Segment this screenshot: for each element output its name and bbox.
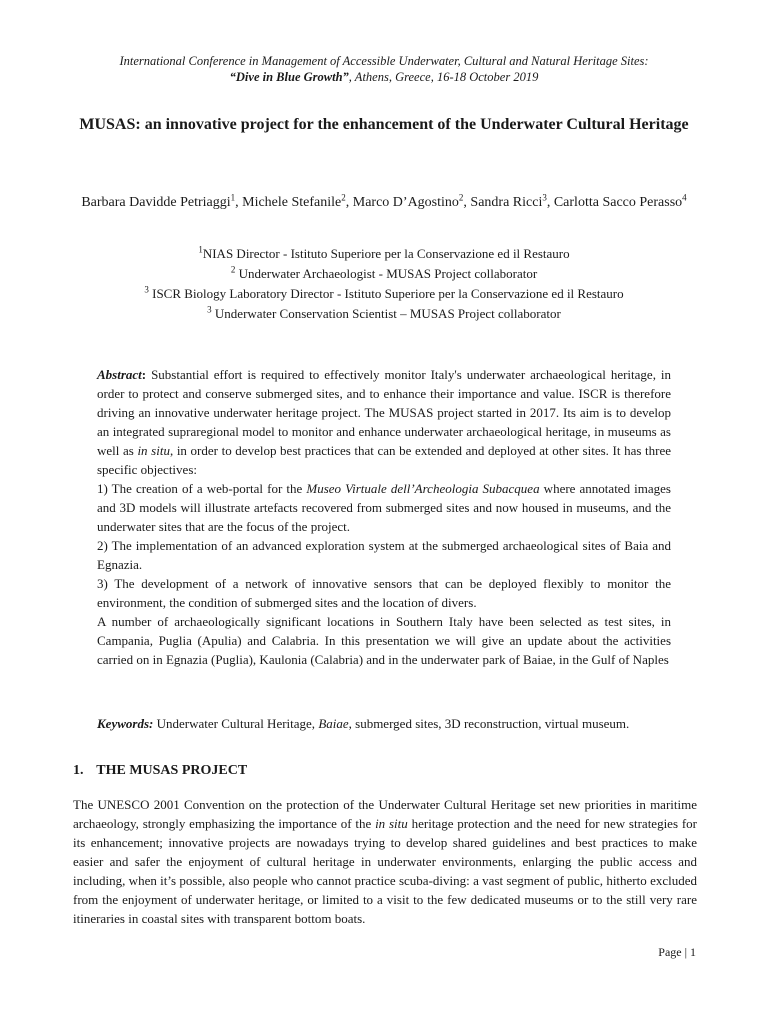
- affiliation-list: [60, 244, 708, 324]
- section-title: THE MUSAS PROJECT: [96, 763, 248, 778]
- conference-line-1: International Conference in Management of Accessible Underwater, Cultural and Natural Heritage Sites:: [119, 54, 649, 68]
- paper-title: MUSAS: an innovative project for the enhancement of the Underwater Cultural Heritage: [79, 116, 689, 133]
- section-number: 1.: [73, 763, 84, 778]
- conference-event-name: “Dive in Blue Growth”: [229, 70, 349, 84]
- author-affiliation-mark: 2: [458, 192, 464, 203]
- author-list: Barbara Davidde Petriaggi$^1$, Michele Stefanile$^2$, Marco D’Agostino$^2$, Sandra Ricci$^3$, Carlotta Sacco Perasso$^4$: [81, 192, 687, 210]
- affiliation-item: $^3$ ISCR Biology Laboratory Director - Istituto Superiore per la Conservazione ed il Restauro: [144, 284, 624, 301]
- conference-line-2: [60, 69, 708, 85]
- page-footer: Page | 1: [658, 945, 696, 959]
- conference-header: [60, 53, 708, 85]
- abstract-objective-2: 2) The implementation of an advanced exploration system at the submerged archaeological sites of Baia and Egnazia.: [97, 538, 671, 572]
- affiliation-item: $^3$ Underwater Conservation Scientist – MUSAS Project collaborator: [207, 304, 561, 321]
- affiliation-item: $^1$NIAS Director - Istituto Superiore per la Conservazione ed il Restauro: [198, 244, 570, 261]
- author-affiliation-mark: 4: [682, 192, 687, 203]
- section-heading: [73, 762, 247, 780]
- author-affiliation-mark: 2: [341, 192, 346, 203]
- section-body-paragraph: The UNESCO 2001 Convention on the protection of the Underwater Cultural Heritage set new priorities in maritime archaeology, strongly emphasizing the importance of the in situ heritage protection and the need for new strategies for its enhancement; innovative projects are nowadays trying to develop shared guidelines and best practices to make easier and safer the enjoyment of cultural heritage in underwater environments, enlarging the public access and including, when it’s possible, also people who cannot practice scuba-diving: a vast segment of public, hitherto excluded from the enjoyment of underwater heritage, or limited to a visit to the few dedicated museums or to the still very rare itineraries in coastal sites with transparent bottom boats.: [73, 797, 697, 926]
- author-name: Sandra Ricci: [470, 195, 543, 210]
- author-name: Carlotta Sacco Perasso: [553, 195, 683, 210]
- abstract: [97, 365, 671, 669]
- keywords: Keywords: Underwater Cultural Heritage, Baiae, submerged sites, 3D reconstruction, virtual museum.: [97, 716, 630, 731]
- page-number: 1: [690, 945, 696, 959]
- abstract-closing: A number of archaeologically significant locations in Southern Italy have been selected as test sites, in Campania, Puglia (Apulia) and Calabria. In this presentation we will give an update about the activities carried on in Egnazia (Puglia), Kaulonia (Calabria) and in the underwater park of Baiae, in the Gulf of Naples: [97, 614, 671, 667]
- author-name: Barbara Davidde Petriaggi: [81, 195, 231, 210]
- affiliation-item: $^2$ Underwater Archaeologist - MUSAS Project collaborator: [230, 264, 538, 281]
- author-affiliation-mark: 3: [542, 192, 547, 203]
- abstract-intro: Abstract: Substantial effort is required to effectively monitor Italy's underwater archaeological heritage, in order to protect and conserve submerged sites, and to enhance their importance and value. ISCR is therefore driving an innovative underwater heritage project. The MUSAS project started in 2017. Its aim is to develop an integrated supraregional model to monitor and enhance underwater archaeological heritage, in museums as well as in situ, in order to develop best practices that can be extended and deployed at other sites. It has three specific objectives:: [97, 367, 671, 477]
- abstract-label: Abstract: [97, 367, 142, 382]
- author-name: Marco D’Agostino: [352, 195, 459, 210]
- page-label: Page: [658, 945, 682, 959]
- author-name: Michele Stefanile: [242, 195, 342, 210]
- abstract-objective-3: 3) The development of a network of innovative sensors that can be deployed flexibly to monitor the environment, the condition of submerged sites and the location of divers.: [97, 576, 671, 610]
- abstract-objective-1: 1) The creation of a web-portal for the Museo Virtuale dell’Archeologia Subacquea where annotated images and 3D models will illustrate artefacts recovered from submerged sites and now housed in museums, and the underwater sites that are the focus of the project.: [97, 481, 671, 534]
- keywords-label: Keywords:: [97, 716, 154, 731]
- conference-location-date: , Athens, Greece, 16-18 October 2019: [348, 70, 539, 84]
- author-affiliation-mark: 1: [230, 192, 236, 203]
